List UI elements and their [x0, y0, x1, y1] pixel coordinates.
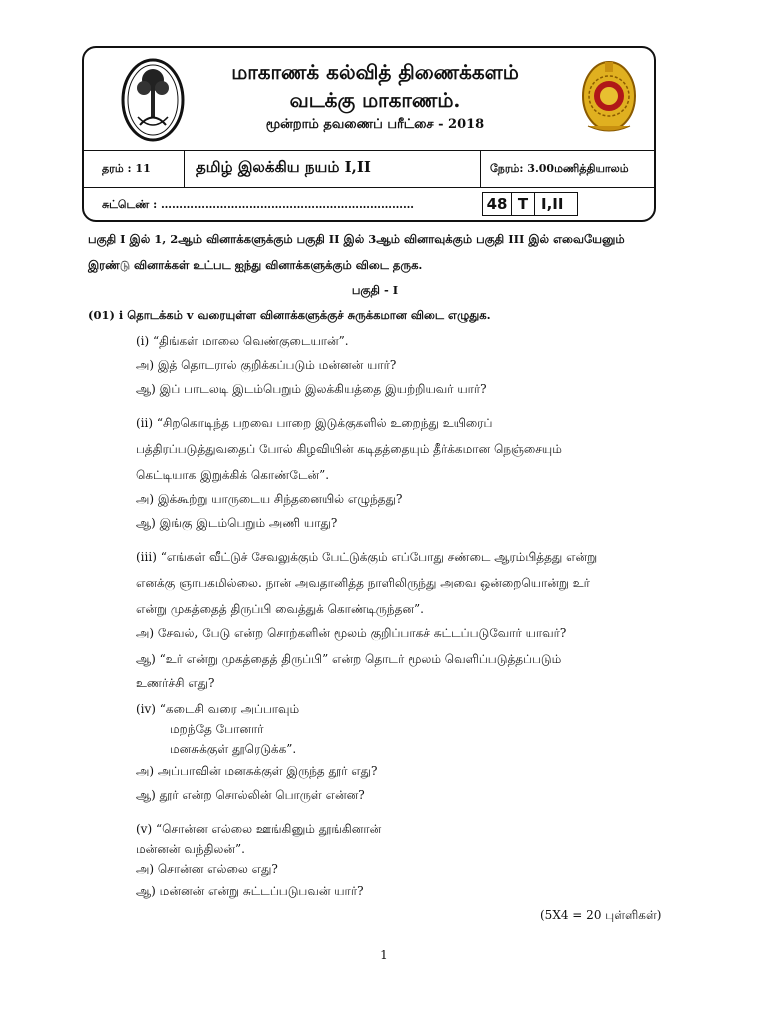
- marks-total: (5X4 = 20 புள்ளிகள்): [540, 908, 662, 922]
- header-divider-1: [82, 150, 656, 151]
- department-title: மாகாணக் கல்வித் திணைக்களம்: [231, 60, 519, 84]
- sub-question-v: (v) “சொன்ன எல்லை ஊங்கினும் தூங்கினான்: [136, 822, 382, 836]
- question-line: ஆ) “உர் என்று முகத்தைத் திருப்பி” என்ற தொடர் மூலம் வெளிப்படுத்தப்படும்: [136, 652, 562, 666]
- question-line: அ) இக்கூற்று யாருடைய சிந்தனையில் எழுந்தது?: [136, 492, 403, 506]
- question-line: கெட்டியாக இறுக்கிக் கொண்டேன்”.: [136, 468, 330, 482]
- subject-title: தமிழ் இலக்கிய நயம் I,II: [196, 158, 371, 176]
- question-line: அ) இத் தொடரால் குறிக்கப்படும் மன்னன் யார்?: [136, 358, 397, 372]
- province-title: வடக்கு மாகாணம்.: [289, 88, 461, 112]
- question-line: பத்திரப்படுத்துவதைப் போல் கிழவியின் கடிதத்தையும் தீர்க்கமான நெஞ்சையும்: [136, 442, 562, 456]
- provincial-emblem-icon: [118, 55, 188, 145]
- grade-label: தரம் : 11: [102, 162, 151, 175]
- question-line: ஆ) இப் பாடலடி இடம்பெறும் இலக்கியத்தை இயற்றியவர் யார்?: [136, 382, 487, 396]
- question-line: உணர்ச்சி எது?: [136, 676, 215, 690]
- sub-question-i: (i) “திங்கள் மாலை வெண்குடையான்”.: [136, 334, 349, 348]
- section-heading: பகுதி - I: [351, 283, 399, 297]
- question-line: அ) சொன்ன எல்லை எது?: [136, 862, 278, 876]
- question-line: எனக்கு ஞாபகமில்லை. நான் அவதானித்த நாளிலிருந்து அவை ஒன்றையொன்று உர்: [136, 576, 590, 590]
- page-number: 1: [380, 948, 388, 962]
- instruction-line-1: பகுதி I இல் 1, 2ஆம் வினாக்களுக்கும் பகுதி II இல் 3ஆம் வினாவுக்கும் பகுதி III இல் எவையேனும்: [88, 232, 625, 246]
- question-1-heading: (01) i தொடக்கம் v வரையுள்ள வினாக்களுக்குச் சுருக்கமான விடை எழுதுக.: [88, 308, 491, 322]
- poem-line: மன்னன் வந்திலன்”.: [136, 842, 245, 856]
- question-line: ஆ) இங்கு இடம்பெறும் அணி யாது?: [136, 516, 338, 530]
- grade-divider: [184, 150, 185, 187]
- sub-question-ii: (ii) “சிறகொடிந்த பறவை பாறை இடுக்குகளில் உறைந்து உயிரைப்: [136, 416, 493, 430]
- index-number-field: சுட்டெண் : ……………………………………………………………: [102, 198, 414, 211]
- time-divider: [480, 150, 481, 187]
- sub-question-iii: (iii) “எங்கள் வீட்டுச் சேவலுக்கும் பேட்டுக்கும் எப்போது சண்டை ஆரம்பித்தது என்று: [136, 550, 598, 564]
- question-line: ஆ) மன்னன் என்று சுட்டப்படுபவன் யார்?: [136, 884, 364, 898]
- national-emblem-icon: [578, 56, 640, 136]
- sub-question-iv: (iv) “கடைசி வரை அப்பாவும்: [136, 702, 300, 716]
- poem-line: மனசுக்குள் தூரெடுக்க”.: [170, 742, 297, 756]
- question-line: ஆ) தூர் என்ற சொல்லின் பொருள் என்ன?: [136, 788, 365, 802]
- question-line: அ) சேவல், பேடு என்ற சொற்களின் மூலம் குறிப்பாகச் சுட்டப்படுவோர் யாவர்?: [136, 626, 567, 640]
- question-line: அ) அப்பாவின் மனசுக்குள் இருந்த தூர் எது?: [136, 764, 378, 778]
- code-box-letter: T: [511, 192, 535, 216]
- code-box-number: 48: [482, 192, 512, 216]
- instruction-line-2: இரண்டு வினாக்கள் உட்பட ஐந்து வினாக்களுக்கும் விடை தருக.: [88, 258, 423, 272]
- code-box-part: I,II: [534, 192, 578, 216]
- header-divider-2: [82, 187, 656, 188]
- poem-line: மறந்தே போனார்: [170, 722, 264, 736]
- question-line: என்று முகத்தைத் திருப்பி வைத்துக் கொண்டிருந்தன”.: [136, 602, 424, 616]
- exam-title: மூன்றாம் தவணைப் பரீட்சை - 2018: [265, 117, 485, 132]
- time-label: நேரம்: 3.00மணித்தியாலம்: [490, 162, 629, 175]
